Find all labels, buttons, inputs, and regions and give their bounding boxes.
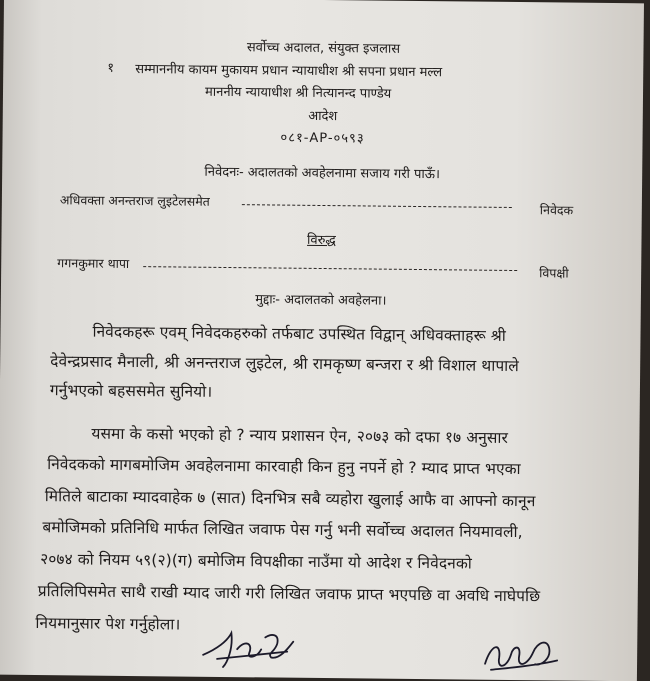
para1-line1: निवेदकहरू एवम् निवेदकहरुको तर्फबाट उपस्थित विद्वान् अधिवक्ताहरू श्री bbox=[92, 322, 506, 345]
para2-line5: २०७४ को नियम ५९(२)(ग) बमोजिम विपक्षीका नाउँमा यो आदेश र निवेदनको bbox=[40, 550, 473, 573]
respondent-name: गगनकुमार थापा bbox=[57, 255, 130, 271]
para1-line2: देवेन्द्रप्रसाद मैनाली, श्री अनन्तराज लुइटेल, श्री रामकृष्ण बन्जरा र श्री विशाल थापाले bbox=[50, 352, 519, 376]
bench-line-2: माननीय न्यायाधीश श्री नित्यानन्द पाण्डेय bbox=[204, 84, 392, 102]
petitioner-role: निवेदक bbox=[539, 202, 574, 218]
bench-line-1: सम्माननीय कायम मुकायम प्रधान न्यायाधीश श्री सपना प्रधान मल्ल bbox=[135, 62, 443, 81]
para2-line4: बमोजिमको प्रतिनिधि मार्फत लिखित जवाफ पेस गर्नु भनी सर्वोच्च अदालत नियमावली, bbox=[42, 518, 523, 542]
respondent-dash-line bbox=[143, 266, 517, 271]
respondent-role: विपक्षी bbox=[539, 265, 569, 281]
case-type: मुद्दाः- अदालतको अवहेलना। bbox=[255, 292, 387, 309]
para1-line3: गर्नुभएको बहससमेत सुनियो। bbox=[49, 381, 213, 401]
order-title: आदेश bbox=[308, 108, 338, 125]
petition-subject: निवेदनः- अदालतको अवहेलनामा सजाय गरी पाऊँ। bbox=[204, 164, 441, 183]
versus-label: विरुद्ध bbox=[307, 232, 336, 249]
judge-signature-left bbox=[197, 619, 308, 672]
bench-prefix: १ bbox=[107, 60, 115, 76]
para2-line3: मितिले बाटाका म्यादवाहेक ७ (सात) दिनभित्र सबै व्यहोरा खुलाई आफै वा आफ्नो कानून bbox=[44, 487, 536, 511]
para2-line1: यसमा के कसो भएको हो ? न्याय प्रशासन ऐन, २०७३ को दफा १७ अनुसार bbox=[91, 424, 509, 447]
para2-line6: प्रतिलिपिसमेत साथै राखी म्याद जारी गरी लिखित जवाफ प्राप्त भएपछि वा अवधि नाघेपछि bbox=[37, 582, 541, 606]
para2-line7: नियमानुसार पेश गर्नुहोला। bbox=[35, 614, 181, 634]
case-number: ०८१-AP-०५९३ bbox=[280, 130, 365, 147]
petitioner-dash-line bbox=[242, 204, 512, 208]
para2-line2: निवेदकको मागबमोजिम अवहेलनामा कारवाही किन हुनु नपर्ने हो ? म्याद प्राप्त भएका bbox=[47, 455, 521, 479]
petitioner-name: अधिवक्ता अनन्तराज लुइटेलसमेत bbox=[59, 192, 210, 209]
judge-signature-right bbox=[477, 624, 568, 679]
court-name: सर्वोच्च अदालत, संयुक्त इजलास bbox=[246, 40, 401, 57]
